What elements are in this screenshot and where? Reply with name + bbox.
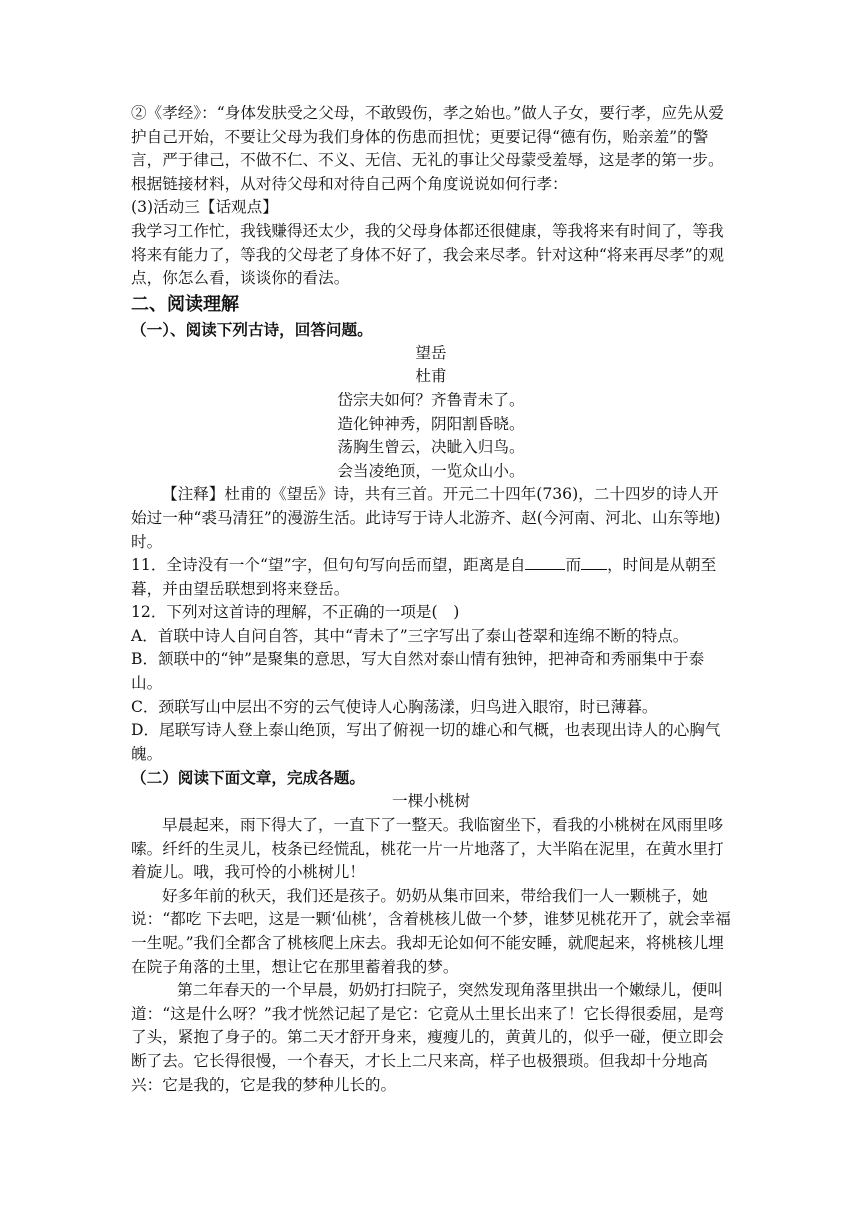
subsection-poem-heading: （一）、阅读下列古诗，回答问题。 xyxy=(131,319,373,339)
article-title: 一棵小桃树 xyxy=(392,792,470,811)
poem-line: 岱宗夫如何？齐鲁青未了。 xyxy=(337,390,525,409)
document-content xyxy=(131,102,731,1097)
question-11-text-b: 而 xyxy=(565,556,582,575)
option-c: C．颈联写山中层出不穷的云气使诗人心胸荡漾，归鸟进入眼帘，时已薄暮。 xyxy=(131,697,658,716)
answer-blank-1[interactable] xyxy=(525,555,565,570)
poem-author: 杜甫 xyxy=(415,367,447,386)
article-paragraph-3: 第二年春天的一个早晨，奶奶打扫院子，突然发现角落里拱出一个嫩绿儿，便叫道：“这是什么呀？”我才恍然记起了是它：它竟从土里长出来了！它长得很委屈，是弯了头，紧抱了身子的。第二天才舒开身来，瘦瘦儿的，黄黄儿的，似乎一碰，便立即会断了去。它长得很慢，一个春天，才长上二尺来高，样子也极猥琐。但我却十分地高兴：它是我的，它是我的梦种儿长的。 xyxy=(131,981,724,1094)
question-11-text-a: 11．全诗没有一个“望”字，但句句写向岳而望，距离是自 xyxy=(131,556,526,575)
viewpoint-paragraph: 我学习工作忙，我钱赚得还太少，我的父母身体都还很健康，等我将来有时间了，等我将来有能力了，等我的父母老了身体不好了，我会来尽孝。针对这种“将来再尽孝”的观点，你怎么看，谈谈你的看法。 xyxy=(131,221,724,288)
poem-line: 荡胸生曾云，决眦入归鸟。 xyxy=(337,438,525,457)
activity-three-heading: (3)活动三【话观点】 xyxy=(131,198,278,217)
subsection-article-heading: （二）阅读下面文章，完成各题。 xyxy=(131,768,365,788)
section-reading-heading: 二、阅读理解 xyxy=(131,293,239,315)
option-b: B．颔联中的“钟”是聚集的意思，写大自然对泰山情有独钟，把神奇和秀丽集中于泰山。 xyxy=(131,650,705,693)
question-12: 12．下列对这首诗的理解，不正确的一项是( ) xyxy=(131,603,460,622)
answer-blank-2[interactable] xyxy=(581,555,607,570)
question-11 xyxy=(131,554,731,601)
option-a: A．首联中诗人自问自答，其中“青未了”三字写出了泰山苍翠和连绵不断的特点。 xyxy=(131,626,689,645)
article-paragraph-1: 早晨起来，雨下得大了，一直下了一整天。我临窗坐下，看我的小桃树在风雨里哆嗦。纤纤的生灵儿，枝条已经慌乱，桃花一片一片地落了，大半陷在泥里，在黄水里打着旋儿。哦，我可怜的小桃树儿！ xyxy=(131,816,724,882)
poem-note: 【注释】杜甫的《望岳》诗，共有三首。开元二十四年(736)，二十四岁的诗人开始过一种“裘马清狂”的漫游生活。此诗写于诗人北游齐、赵(今河南、河北、山东等地)时。 xyxy=(131,485,721,551)
option-d: D．尾联写诗人登上泰山绝顶，写出了俯视一切的雄心和气概，也表现出诗人的心胸气魄。 xyxy=(131,721,721,763)
poem-line: 造化钟神秀，阴阳割昏晓。 xyxy=(337,414,525,433)
prompt-paragraph: 根据链接材料，从对待父母和对待自己两个角度说说如何行孝： xyxy=(131,174,568,193)
article-paragraph-2: 好多年前的秋天，我们还是孩子。奶奶从集市回来，带给我们一人一颗桃子，她说：“都吃 下去吧，这是一颗‘仙桃’，含着桃核儿做一个梦，谁梦见桃花开了，就会幸福一生呢。”我们全都含了桃核爬上床去。我却无论如何不能安睡，就爬起来，将桃核儿埋在院子角落的土里，想让它在那里蓄着我的梦。 xyxy=(131,886,731,976)
poem-title: 望岳 xyxy=(415,343,447,362)
xiaojing-quote-paragraph: ②《孝经》：“身体发肤受之父母，不敢毁伤，孝之始也。”做人子女，要行孝，应先从爱护自己开始，不要让父母为我们身体的伤患而担忧；更要记得“德有伤，贻亲羞”的警言，严于律己，不做不仁、不义、无信、无礼的事让父母蒙受羞辱，这是孝的第一步。 xyxy=(131,104,724,170)
question-11-text-c: ，时间是从朝至暮，并由望岳联想到将来登岳。 xyxy=(131,556,717,598)
poem-line: 会当凌绝顶，一览众山小。 xyxy=(337,461,525,480)
